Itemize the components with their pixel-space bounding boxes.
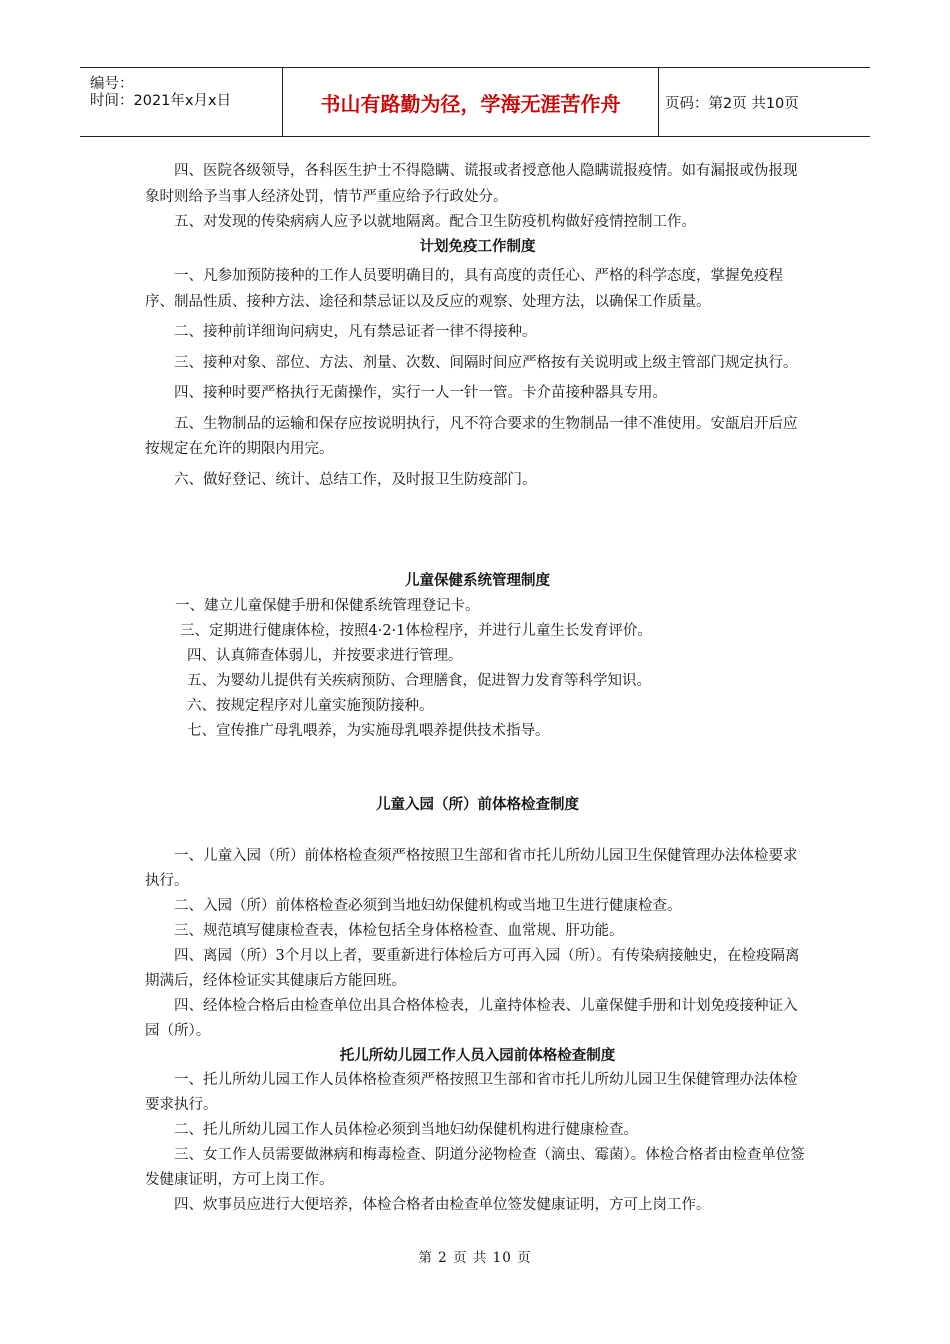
list-item: 五、为婴幼儿提供有关疾病预防、合理膳食，促进智力发育等科学知识。 — [187, 673, 651, 689]
paragraph: 四、离园（所）3个月以上者，要重新进行体检后方可再入园（所）。有传染病接触史，在检疫隔离期满后，经体检证实其健康后方能回班。 — [145, 948, 800, 989]
paragraph: 一、凡参加预防接种的工作人员要明确目的，具有高度的责任心、严格的科学态度，掌握免疫程序、制品性质、接种方法、途径和禁忌证以及反应的观察、处理方法，以确保工作质量。 — [145, 268, 783, 310]
section-title: 计划免疫工作制度 — [419, 238, 536, 255]
section-child-admission — [145, 792, 810, 818]
paragraph: 四、医院各级领导，各科医生护士不得隐瞒、谎报或者授意他人隐瞒谎报疫情。如有漏报或伪报现象时则给予当事人经济处罚，情节严重应给予行政处分。 — [145, 163, 798, 205]
paragraph: 三、规范填写健康检查表，体检包括全身体格检查、血常规、肝功能。 — [174, 923, 624, 939]
list-item: 四、认真筛查体弱儿，并按要求进行管理。 — [187, 648, 463, 664]
section-epidemic-report — [145, 159, 810, 236]
section-title: 儿童入园（所）前体格检查制度 — [376, 796, 579, 813]
list-item: 七、宣传推广母乳喂养，为实施母乳喂养提供技术指导。 — [187, 723, 550, 739]
child-health-list — [175, 594, 815, 744]
paragraph: 五、对发现的传染病病人应予以就地隔离。配合卫生防疫机构做好疫情控制工作。 — [174, 214, 696, 230]
paragraph: 三、接种对象、部位、方法、剂量、次数、间隔时间应严格按有关说明或上级主管部门规定执行。 — [174, 354, 798, 371]
paragraph: 二、接种前详细询问病史，凡有禁忌证者一律不得接种。 — [174, 324, 537, 340]
immunization-body — [145, 264, 810, 493]
document-number-label: 编号： — [90, 76, 134, 92]
section-child-health — [145, 568, 810, 594]
section-title: 儿童保健系统管理制度 — [405, 572, 550, 589]
paragraph: 六、做好登记、统计、总结工作，及时报卫生防疫部门。 — [174, 471, 537, 488]
header-motto: 书山有路勤为径，学海无涯苦作舟 — [282, 68, 659, 136]
paragraph: 二、入园（所）前体格检查必须到当地妇幼保健机构或当地卫生进行健康检查。 — [174, 898, 682, 914]
section-immunization — [145, 234, 810, 260]
list-item: 一、建立儿童保健手册和保健系统管理登记卡。 — [175, 598, 480, 614]
section-title: 托儿所幼儿园工作人员入园前体格检查制度 — [339, 1047, 616, 1064]
paragraph: 一、托儿所幼儿园工作人员体格检查须严格按照卫生部和省市托儿所幼儿园卫生保健管理办法体检要求执行。 — [145, 1072, 798, 1113]
paragraph: 一、儿童入园（所）前体格检查须严格按照卫生部和省市托儿所幼儿园卫生保健管理办法体检要求执行。 — [145, 848, 798, 889]
paragraph: 二、托儿所幼儿园工作人员体检必须到当地妇幼保健机构进行健康检查。 — [174, 1122, 638, 1138]
paragraph: 四、经体检合格后由检查单位出具合格体检表，儿童持体检表、儿童保健手册和计划免疫接种证入园（所）。 — [145, 998, 798, 1039]
header-meta-cell — [80, 68, 282, 136]
list-item: 三、定期进行健康体检，按照4·2·1体检程序，并进行儿童生长发育评价。 — [180, 623, 652, 639]
staff-admission-body — [145, 1068, 810, 1218]
paragraph: 三、女工作人员需要做淋病和梅毒检查、阴道分泌物检查（滴虫、霉菌）。体检合格者由检查单位签发健康证明，方可上岗工作。 — [145, 1147, 805, 1188]
paragraph: 四、接种时要严格执行无菌操作，实行一人一针一管。卡介苗接种器具专用。 — [174, 385, 667, 401]
page-footer: 第 2 页 共 10 页 — [418, 1250, 532, 1266]
paragraph: 五、生物制品的运输和保存应按说明执行，凡不符合要求的生物制品一律不准使用。安瓿启开后应按规定在允许的期限内用完。 — [145, 415, 798, 457]
header-page-number: 页码：第2页 共10页 — [665, 95, 799, 112]
section-staff-admission — [145, 1043, 810, 1069]
page-header — [80, 67, 870, 137]
child-admission-body — [145, 844, 810, 1044]
list-item: 六、按规定程序对儿童实施预防接种。 — [187, 698, 434, 714]
document-date: 时间：2021年x月x日 — [90, 93, 232, 109]
paragraph: 四、炊事员应进行大便培养，体检合格者由检查单位签发健康证明，方可上岗工作。 — [174, 1197, 711, 1213]
